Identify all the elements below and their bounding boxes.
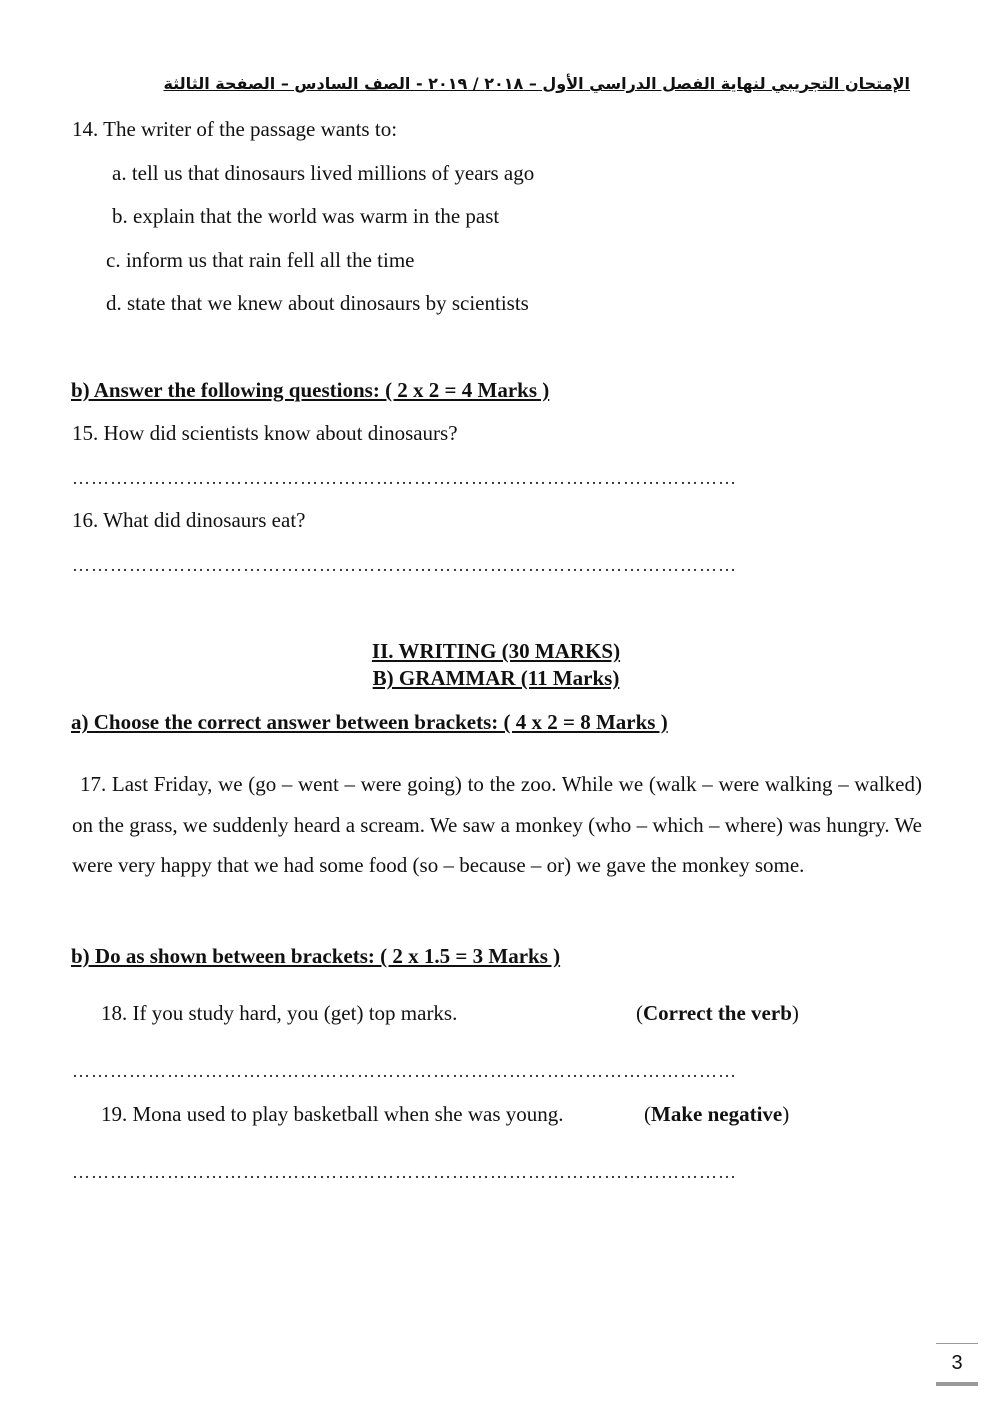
answer-line-15: …………………………………………………………………………………………… bbox=[72, 468, 737, 488]
answer-line-19: …………………………………………………………………………………………… bbox=[72, 1162, 737, 1182]
grammar-section-a-title: a) Choose the correct answer between brackets: ( 4 x 2 = 8 Marks ) bbox=[71, 710, 668, 734]
question-14-option-d: d. state that we knew about dinosaurs by scientists bbox=[106, 291, 529, 315]
question-15: 15. How did scientists know about dinosaurs? bbox=[72, 421, 458, 445]
reading-section-b-title: b) Answer the following questions: ( 2 x 2 = 4 Marks ) bbox=[71, 378, 550, 402]
page-number: 3 bbox=[936, 1343, 978, 1386]
answer-line-18: …………………………………………………………………………………………… bbox=[72, 1061, 737, 1081]
question-14-option-c: c. inform us that rain fell all the time bbox=[106, 248, 415, 272]
question-19: 19. Mona used to play basketball when she was young. bbox=[101, 1102, 564, 1126]
answer-line-16: …………………………………………………………………………………………… bbox=[72, 555, 737, 575]
question-16: 16. What did dinosaurs eat? bbox=[72, 508, 306, 532]
grammar-title: B) GRAMMAR (11 Marks) bbox=[372, 666, 620, 690]
page-header: الإمتحان التجريبي لنهاية الفصل الدراسي الأول – ٢٠١٨ / ٢٠١٩ - الصف السادس – الصفحة الثالثة bbox=[163, 74, 910, 93]
question-19-instruction: (Make negative) bbox=[644, 1102, 790, 1126]
question-19-instruction-label: Make negative bbox=[651, 1102, 783, 1126]
question-14-option-b: b. explain that the world was warm in the past bbox=[112, 204, 500, 228]
grammar-section-b-title: b) Do as shown between brackets: ( 2 x 1.5 = 3 Marks ) bbox=[71, 944, 561, 968]
question-14-option-a: a. tell us that dinosaurs lived millions of years ago bbox=[112, 161, 535, 185]
question-17-text: 17. Last Friday, we (go – went – were going) to the zoo. While we (walk – were walking – walked) on the grass, we suddenly heard a scream. We saw a monkey (who – which – where) was hungry. We were very happy that we had some food (so – because – or) we gave the monkey some. bbox=[72, 772, 922, 877]
question-18: 18. If you study hard, you (get) top marks. bbox=[101, 1001, 458, 1025]
writing-title: II. WRITING (30 MARKS) bbox=[371, 639, 621, 663]
question-18-instruction: (Correct the verb) bbox=[636, 1001, 799, 1025]
question-17-paragraph bbox=[72, 764, 922, 886]
question-18-instruction-label: Correct the verb bbox=[643, 1001, 792, 1025]
question-14-stem: 14. The writer of the passage wants to: bbox=[72, 117, 398, 141]
